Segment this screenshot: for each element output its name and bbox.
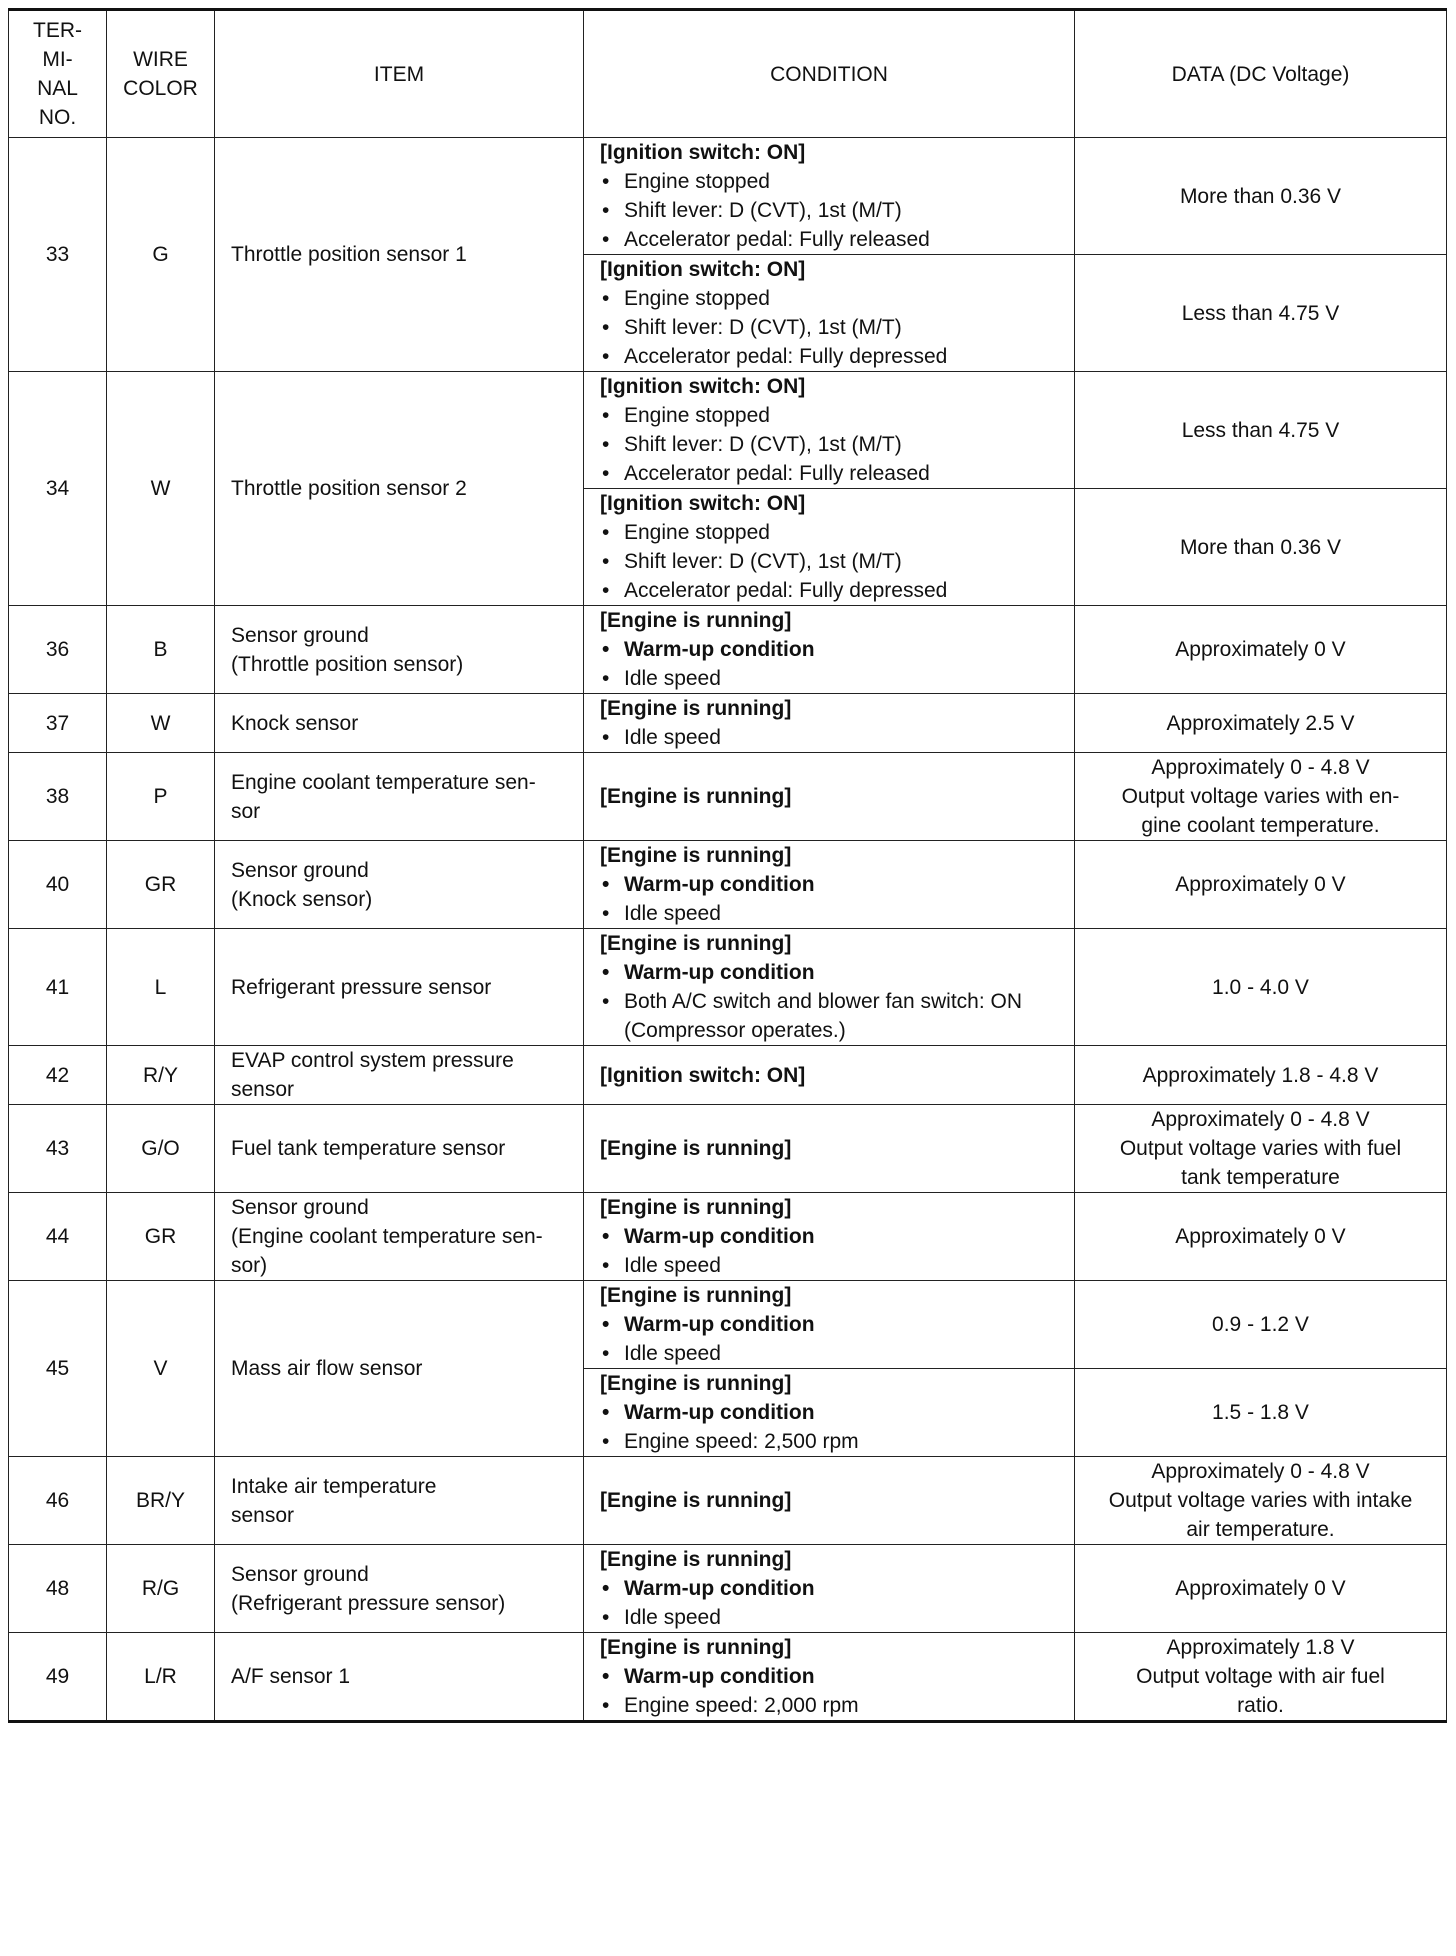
condition-bullet-item (600, 870, 1068, 899)
condition-bullet-item (600, 1574, 1068, 1603)
bullet-icon: • (602, 316, 610, 339)
condition-bullet-item (600, 313, 1068, 342)
condition-text: Shift lever: D (CVT), 1st (M/T) (624, 199, 902, 222)
data-line: Approximately 0 V (1175, 1225, 1346, 1248)
wire-color: R/G (107, 1545, 215, 1633)
condition-bullet-item (600, 664, 1068, 693)
data-line: air temperature. (1186, 1518, 1335, 1541)
data-voltage-cell (1075, 929, 1447, 1046)
bullet-icon: • (602, 1430, 610, 1453)
item-line: sensor (231, 1078, 295, 1101)
condition-cell (584, 694, 1075, 753)
bullet-icon: • (602, 1342, 610, 1365)
table-row (9, 138, 1447, 255)
data-line: Less than 4.75 V (1181, 301, 1340, 325)
header-terminal-line: MI- (42, 48, 73, 71)
table-row (9, 753, 1447, 841)
terminal-number: 45 (9, 1281, 107, 1457)
item-line: sensor (231, 1503, 295, 1527)
condition-cell (584, 1545, 1075, 1633)
header-wire-line: WIRE (133, 48, 188, 71)
condition-text: Warm-up condition (624, 1401, 815, 1424)
item-line: Engine coolant temperature sen- (231, 770, 536, 794)
condition-heading: [Engine is running] (600, 1636, 792, 1659)
data-voltage-cell (1075, 606, 1447, 694)
condition-bullet-item (600, 1603, 1068, 1632)
condition-heading: [Engine is running] (600, 1284, 792, 1307)
item-cell (215, 1046, 584, 1105)
condition-bullet-item (600, 723, 1068, 752)
condition-heading: [Engine is running] (600, 844, 792, 867)
wire-color: W (107, 694, 215, 753)
wire-color: L (107, 929, 215, 1046)
terminal-number: 46 (9, 1457, 107, 1545)
bullet-icon: • (602, 170, 610, 193)
condition-cell (584, 1046, 1075, 1105)
data-line: Approximately 0 V (1175, 1577, 1346, 1600)
table-row (9, 1105, 1447, 1193)
item-line: Sensor ground (231, 1196, 369, 1219)
item-line: Fuel tank temperature sensor (231, 1137, 506, 1160)
data-voltage-cell (1075, 753, 1447, 841)
data-voltage-cell (1075, 841, 1447, 929)
condition-text: Warm-up condition (624, 1665, 815, 1688)
table-row (9, 1545, 1447, 1633)
bullet-icon: • (602, 433, 610, 456)
header-row (9, 10, 1447, 138)
bullet-icon: • (602, 873, 610, 896)
data-line: gine coolant temperature. (1141, 814, 1380, 837)
item-cell (215, 372, 584, 606)
item-line: Refrigerant pressure sensor (231, 975, 492, 999)
table-row (9, 841, 1447, 929)
item-cell (215, 1193, 584, 1281)
condition-heading: [Engine is running] (600, 1548, 792, 1571)
table-row (9, 372, 1447, 489)
terminal-number: 41 (9, 929, 107, 1046)
condition-bullet-item (600, 1222, 1068, 1251)
data-voltage-cell (1075, 1281, 1447, 1369)
header-data: DATA (DC Voltage) (1075, 10, 1447, 138)
terminal-number: 49 (9, 1633, 107, 1722)
bullet-icon: • (602, 1401, 610, 1424)
item-line: Intake air temperature (231, 1474, 437, 1498)
condition-heading: [Ignition switch: ON] (600, 375, 806, 398)
condition-text: Accelerator pedal: Fully released (624, 228, 930, 251)
condition-bullet-item (600, 547, 1068, 576)
header-wire-line: COLOR (123, 77, 198, 100)
wire-color: G (107, 138, 215, 372)
condition-text: Idle speed (624, 902, 721, 925)
bullet-icon: • (602, 638, 610, 661)
condition-cell (584, 138, 1075, 255)
condition-bullet-item (600, 1691, 1068, 1720)
terminal-number: 36 (9, 606, 107, 694)
data-line: Approximately 1.8 V (1166, 1636, 1355, 1659)
condition-cell (584, 929, 1075, 1046)
item-cell (215, 1105, 584, 1193)
condition-heading: [Engine is running] (600, 1489, 792, 1512)
bullet-icon: • (602, 1606, 610, 1629)
condition-cell (584, 489, 1075, 606)
item-cell (215, 606, 584, 694)
wire-color: L/R (107, 1633, 215, 1722)
item-cell (215, 1633, 584, 1722)
item-line: (Knock sensor) (231, 887, 373, 911)
bullet-icon: • (602, 1225, 610, 1248)
condition-bullet-item (600, 635, 1068, 664)
condition-text: Warm-up condition (624, 961, 815, 984)
terminal-number: 38 (9, 753, 107, 841)
condition-text: Warm-up condition (624, 873, 815, 896)
item-line: Throttle position sensor 2 (231, 477, 467, 500)
data-voltage-cell (1075, 1046, 1447, 1105)
data-line: More than 0.36 V (1179, 535, 1342, 559)
header-terminal-line: NAL (37, 77, 78, 100)
condition-text: Warm-up condition (624, 638, 815, 661)
condition-text: Warm-up condition (624, 1313, 815, 1336)
item-cell (215, 694, 584, 753)
item-line: (Refrigerant pressure sensor) (231, 1591, 506, 1615)
condition-text: Warm-up condition (624, 1577, 815, 1600)
data-voltage-cell (1075, 372, 1447, 489)
condition-text: Idle speed (624, 667, 721, 690)
item-line: sor) (231, 1254, 268, 1277)
bullet-icon: • (602, 462, 610, 485)
terminal-number: 44 (9, 1193, 107, 1281)
item-line: Sensor ground (231, 858, 369, 882)
data-line: 0.9 - 1.2 V (1212, 1313, 1309, 1336)
table-body (9, 138, 1447, 1722)
item-line: Sensor ground (231, 623, 369, 647)
condition-bullet-item (600, 518, 1068, 547)
condition-cell (584, 841, 1075, 929)
data-voltage-cell (1075, 1633, 1447, 1722)
condition-text: Accelerator pedal: Fully released (624, 462, 930, 485)
data-voltage-cell (1075, 1105, 1447, 1193)
data-voltage-cell (1075, 255, 1447, 372)
data-line: Approximately 0 - 4.8 V (1151, 756, 1370, 779)
condition-heading: [Engine is running] (600, 932, 792, 955)
condition-text: Idle speed (624, 1342, 721, 1365)
condition-cell (584, 255, 1075, 372)
data-line: ratio. (1237, 1694, 1284, 1717)
condition-cell (584, 753, 1075, 841)
bullet-icon: • (602, 199, 610, 222)
condition-text: Warm-up condition (624, 1225, 815, 1248)
condition-bullet-item (600, 284, 1068, 313)
data-line: Approximately 0 V (1175, 873, 1346, 896)
item-cell (215, 1457, 584, 1545)
condition-bullet-item (600, 899, 1068, 928)
wire-color: B (107, 606, 215, 694)
bullet-icon: • (602, 287, 610, 310)
bullet-icon: • (602, 1577, 610, 1600)
condition-cell (584, 1633, 1075, 1722)
data-voltage-cell (1075, 1193, 1447, 1281)
item-line: (Throttle position sensor) (231, 652, 464, 676)
condition-text: Shift lever: D (CVT), 1st (M/T) (624, 316, 902, 339)
table-row (9, 1281, 1447, 1369)
condition-cell (584, 1369, 1075, 1457)
condition-heading: [Engine is running] (600, 785, 792, 808)
bullet-icon: • (602, 521, 610, 544)
data-line: Output voltage varies with intake (1108, 1489, 1413, 1512)
bullet-icon: • (602, 990, 610, 1013)
item-line: Knock sensor (231, 711, 359, 735)
header-wire-color (107, 10, 215, 138)
item-cell (215, 138, 584, 372)
terminal-number: 34 (9, 372, 107, 606)
bullet-icon: • (602, 1665, 610, 1688)
condition-bullet-item (600, 196, 1068, 225)
table-row (9, 1633, 1447, 1722)
data-voltage-cell (1075, 489, 1447, 606)
data-line: Output voltage varies with en- (1121, 785, 1400, 808)
bullet-icon: • (602, 902, 610, 925)
item-cell (215, 753, 584, 841)
condition-bullet-item (600, 1427, 1068, 1456)
bullet-icon: • (602, 726, 610, 749)
condition-bullet-item (600, 342, 1068, 371)
data-line: Less than 4.75 V (1181, 418, 1340, 442)
terminal-number: 40 (9, 841, 107, 929)
item-line: Sensor ground (231, 1562, 369, 1586)
header-terminal-line: TER- (33, 19, 82, 42)
data-line: 1.5 - 1.8 V (1212, 1401, 1309, 1424)
condition-heading: [Ignition switch: ON] (600, 258, 806, 281)
bullet-icon: • (602, 667, 610, 690)
data-line: tank temperature (1181, 1166, 1340, 1189)
header-terminal-line: NO. (38, 106, 77, 129)
wire-color: GR (107, 841, 215, 929)
table-row (9, 1457, 1447, 1545)
condition-bullet-item (600, 430, 1068, 459)
data-line: Approximately 0 V (1175, 638, 1346, 661)
wire-color: G/O (107, 1105, 215, 1193)
condition-cell (584, 1281, 1075, 1369)
condition-heading: [Engine is running] (600, 697, 792, 720)
data-line: More than 0.36 V (1179, 184, 1342, 208)
wire-color: W (107, 372, 215, 606)
table-row (9, 1046, 1447, 1105)
condition-bullet-item (600, 459, 1068, 488)
item-line: sor (231, 799, 261, 823)
condition-text: Engine stopped (624, 521, 770, 544)
terminal-data-table (8, 8, 1447, 1723)
table-row (9, 606, 1447, 694)
condition-text: Engine speed: 2,500 rpm (624, 1430, 859, 1453)
condition-heading: [Engine is running] (600, 1196, 792, 1219)
condition-bullet-item (600, 1310, 1068, 1339)
header-condition: CONDITION (584, 10, 1075, 138)
data-line: Approximately 0 - 4.8 V (1151, 1108, 1370, 1131)
condition-text: Engine stopped (624, 404, 770, 427)
condition-text: Engine stopped (624, 287, 770, 310)
wire-color: BR/Y (107, 1457, 215, 1545)
terminal-number: 37 (9, 694, 107, 753)
item-line: A/F sensor 1 (231, 1665, 351, 1688)
bullet-icon: • (602, 579, 610, 602)
data-line: 1.0 - 4.0 V (1212, 975, 1309, 999)
wire-color: R/Y (107, 1046, 215, 1105)
item-line: Throttle position sensor 1 (231, 243, 467, 266)
condition-text: Engine stopped (624, 170, 770, 193)
condition-text: Accelerator pedal: Fully depressed (624, 579, 948, 602)
condition-heading: [Engine is running] (600, 1372, 792, 1395)
condition-bullet-item (600, 401, 1068, 430)
header-terminal-no (9, 10, 107, 138)
condition-text: Idle speed (624, 1254, 721, 1277)
condition-bullet-item (600, 1251, 1068, 1280)
data-voltage-cell (1075, 138, 1447, 255)
data-line: Output voltage varies with fuel (1119, 1137, 1402, 1160)
bullet-icon: • (602, 1254, 610, 1277)
condition-text: Idle speed (624, 726, 721, 749)
condition-cell (584, 372, 1075, 489)
condition-cell (584, 1193, 1075, 1281)
condition-text: Both A/C switch and blower fan switch: ON (624, 990, 1023, 1013)
condition-bullet-item (600, 987, 1068, 1045)
table-row (9, 694, 1447, 753)
table-row (9, 1193, 1447, 1281)
condition-bullet-item (600, 1398, 1068, 1427)
bullet-icon: • (602, 961, 610, 984)
wire-color: GR (107, 1193, 215, 1281)
item-cell (215, 1281, 584, 1457)
wire-color: V (107, 1281, 215, 1457)
condition-text: Accelerator pedal: Fully depressed (624, 345, 948, 368)
condition-bullet-item (600, 1662, 1068, 1691)
bullet-icon: • (602, 404, 610, 427)
condition-continuation: (Compressor operates.) (624, 1019, 846, 1042)
condition-heading: [Engine is running] (600, 609, 792, 632)
item-cell (215, 841, 584, 929)
condition-text: Shift lever: D (CVT), 1st (M/T) (624, 433, 902, 456)
bullet-icon: • (602, 1313, 610, 1336)
bullet-icon: • (602, 550, 610, 573)
bullet-icon: • (602, 345, 610, 368)
table-row (9, 929, 1447, 1046)
data-voltage-cell (1075, 1369, 1447, 1457)
item-line: Mass air flow sensor (231, 1357, 423, 1380)
condition-bullet-item (600, 576, 1068, 605)
condition-heading: [Ignition switch: ON] (600, 492, 806, 515)
condition-heading: [Engine is running] (600, 1137, 792, 1160)
condition-text: Idle speed (624, 1606, 721, 1629)
data-voltage-cell (1075, 1457, 1447, 1545)
header-item: ITEM (215, 10, 584, 138)
condition-heading: [Ignition switch: ON] (600, 1063, 806, 1087)
condition-cell (584, 606, 1075, 694)
data-line: Approximately 0 - 4.8 V (1151, 1460, 1370, 1483)
data-voltage-cell (1075, 694, 1447, 753)
data-line: Approximately 1.8 - 4.8 V (1142, 1063, 1379, 1087)
data-voltage-cell (1075, 1545, 1447, 1633)
terminal-number: 42 (9, 1046, 107, 1105)
condition-cell (584, 1105, 1075, 1193)
terminal-number: 33 (9, 138, 107, 372)
bullet-icon: • (602, 228, 610, 251)
condition-bullet-item (600, 958, 1068, 987)
bullet-icon: • (602, 1694, 610, 1717)
wire-color: P (107, 753, 215, 841)
item-cell (215, 1545, 584, 1633)
condition-bullet-item (600, 1339, 1068, 1368)
item-cell (215, 929, 584, 1046)
condition-bullet-item (600, 167, 1068, 196)
terminal-number: 48 (9, 1545, 107, 1633)
condition-text: Shift lever: D (CVT), 1st (M/T) (624, 550, 902, 573)
data-line: Approximately 2.5 V (1166, 711, 1355, 735)
item-line: (Engine coolant temperature sen- (231, 1225, 543, 1248)
terminal-number: 43 (9, 1105, 107, 1193)
data-line: Output voltage with air fuel (1136, 1665, 1385, 1688)
condition-cell (584, 1457, 1075, 1545)
condition-heading: [Ignition switch: ON] (600, 141, 806, 164)
condition-text: Engine speed: 2,000 rpm (624, 1694, 859, 1717)
condition-bullet-item (600, 225, 1068, 254)
item-line: EVAP control system pressure (231, 1049, 514, 1072)
